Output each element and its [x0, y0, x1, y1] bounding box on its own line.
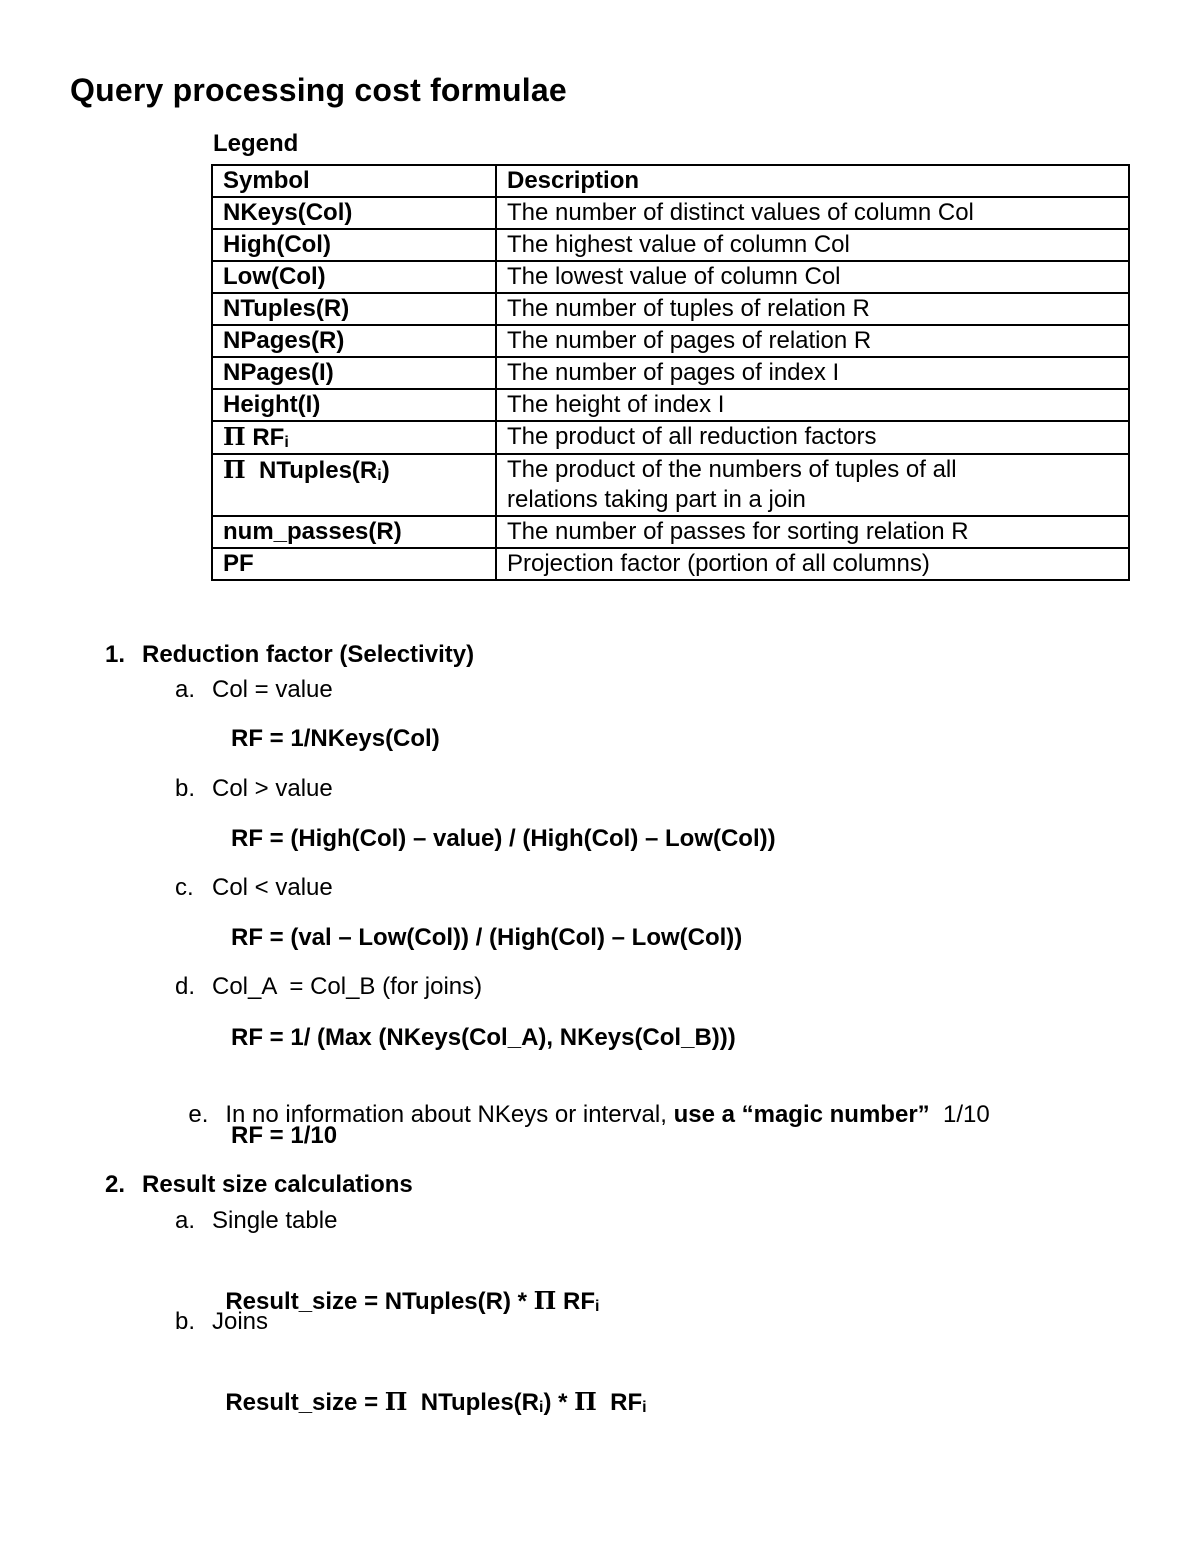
list-item	[175, 1073, 990, 1129]
formula	[212, 1359, 647, 1417]
section-title: Reduction factor (Selectivity)	[142, 641, 475, 668]
section-title: Result size calculations	[142, 1171, 413, 1198]
table-row	[212, 454, 1129, 516]
legend-symbol: NTuples(R)	[212, 293, 496, 325]
product-symbol: Π	[574, 1387, 597, 1416]
list-item	[175, 874, 333, 902]
formula	[212, 1258, 599, 1316]
subscript: i	[377, 467, 382, 484]
item-letter: c.	[175, 874, 194, 901]
subscript: i	[642, 1399, 647, 1416]
legend-description: The number of tuples of relation R	[496, 293, 1129, 325]
list-item	[175, 973, 482, 1001]
legend-symbol	[212, 454, 496, 516]
product-symbol: Π	[223, 455, 246, 484]
subscript: i	[539, 1399, 544, 1416]
table-row	[212, 229, 1129, 261]
legend-symbol: num_passes(R)	[212, 516, 496, 548]
legend-description: The number of pages of relation R	[496, 325, 1129, 357]
legend-symbol: Height(I)	[212, 389, 496, 421]
legend-description: Projection factor (portion of all columns)	[496, 548, 1129, 580]
formula-part: RF	[556, 1288, 595, 1315]
formula: RF = (High(Col) – value) / (High(Col) – Low(Col))	[231, 825, 776, 852]
subscript: i	[284, 434, 289, 451]
item-text: Joins	[212, 1308, 269, 1335]
product-symbol: Π	[223, 422, 246, 451]
formula-part: Result_size = NTuples(R) *	[225, 1288, 534, 1315]
item-letter: e.	[188, 1101, 209, 1128]
legend-header-symbol: Symbol	[212, 165, 496, 197]
legend-header-row	[212, 165, 1129, 197]
formula-part: RF	[596, 1389, 643, 1416]
legend-description	[496, 454, 1129, 516]
legend-symbol-text: NTuples(R	[259, 457, 378, 484]
table-row	[212, 197, 1129, 229]
legend-table	[211, 164, 1130, 581]
item-text: Single table	[212, 1207, 338, 1234]
legend-symbol: PF	[212, 548, 496, 580]
formula-part: NTuples(R	[407, 1389, 539, 1416]
legend-symbol: NPages(I)	[212, 357, 496, 389]
table-row	[212, 261, 1129, 293]
list-item	[175, 676, 333, 704]
page-title: Query processing cost formulae	[70, 72, 567, 108]
table-row	[212, 516, 1129, 548]
product-symbol: Π	[384, 1387, 408, 1416]
item-letter: a.	[175, 676, 196, 703]
table-row	[212, 357, 1129, 389]
legend-description: The lowest value of column Col	[496, 261, 1129, 293]
formula: RF = 1/10	[231, 1122, 338, 1149]
item-text-tail: 1/10	[929, 1101, 990, 1128]
product-symbol: Π	[533, 1286, 557, 1315]
formula: RF = 1/NKeys(Col)	[231, 725, 440, 752]
legend-symbol: High(Col)	[212, 229, 496, 261]
item-letter: d.	[175, 973, 196, 1000]
legend-header-description: Description	[496, 165, 1129, 197]
legend-symbol: NPages(R)	[212, 325, 496, 357]
legend-description-line: The product of the numbers of tuples of all	[507, 456, 957, 483]
item-text: Col > value	[212, 775, 333, 802]
section-number: 2.	[105, 1171, 126, 1198]
table-row	[212, 389, 1129, 421]
formula-part: Result_size =	[225, 1389, 385, 1416]
item-text: Col = value	[212, 676, 333, 703]
legend-description: The highest value of column Col	[496, 229, 1129, 261]
item-text: Col < value	[212, 874, 333, 901]
item-letter: b.	[175, 1308, 196, 1335]
list-item	[175, 1207, 337, 1235]
legend-description: The number of distinct values of column Col	[496, 197, 1129, 229]
legend-label: Legend	[213, 130, 299, 157]
legend-description: The product of all reduction factors	[496, 421, 1129, 454]
legend-symbol-text: RF	[252, 424, 285, 451]
item-text-bold: use a “magic number”	[666, 1101, 930, 1128]
legend-description: The number of pages of index I	[496, 357, 1129, 389]
table-row	[212, 421, 1129, 454]
item-letter: b.	[175, 775, 196, 802]
legend-symbol: Low(Col)	[212, 261, 496, 293]
item-text: Col_A = Col_B (for joins)	[212, 973, 483, 1000]
subscript: i	[594, 1298, 600, 1315]
section-heading	[105, 641, 474, 669]
section-number: 1.	[105, 641, 126, 668]
formula-part: ) *	[543, 1389, 575, 1416]
list-item	[175, 775, 333, 803]
formula: RF = 1/ (Max (NKeys(Col_A), NKeys(Col_B)))	[231, 1024, 736, 1051]
table-row	[212, 548, 1129, 580]
legend-description-line: relations taking part in a join	[507, 486, 806, 513]
table-row	[212, 325, 1129, 357]
legend-description: The height of index I	[496, 389, 1129, 421]
formula: RF = (val – Low(Col)) / (High(Col) – Low(Col))	[231, 924, 743, 951]
table-row	[212, 293, 1129, 325]
section-heading	[105, 1171, 413, 1199]
item-letter: a.	[175, 1207, 196, 1234]
legend-description: The number of passes for sorting relation R	[496, 516, 1129, 548]
legend-symbol-tail: )	[381, 457, 390, 484]
item-text: In no information about NKeys or interval,	[225, 1101, 667, 1128]
legend-symbol	[212, 421, 496, 454]
legend-symbol: NKeys(Col)	[212, 197, 496, 229]
list-item	[175, 1308, 268, 1336]
